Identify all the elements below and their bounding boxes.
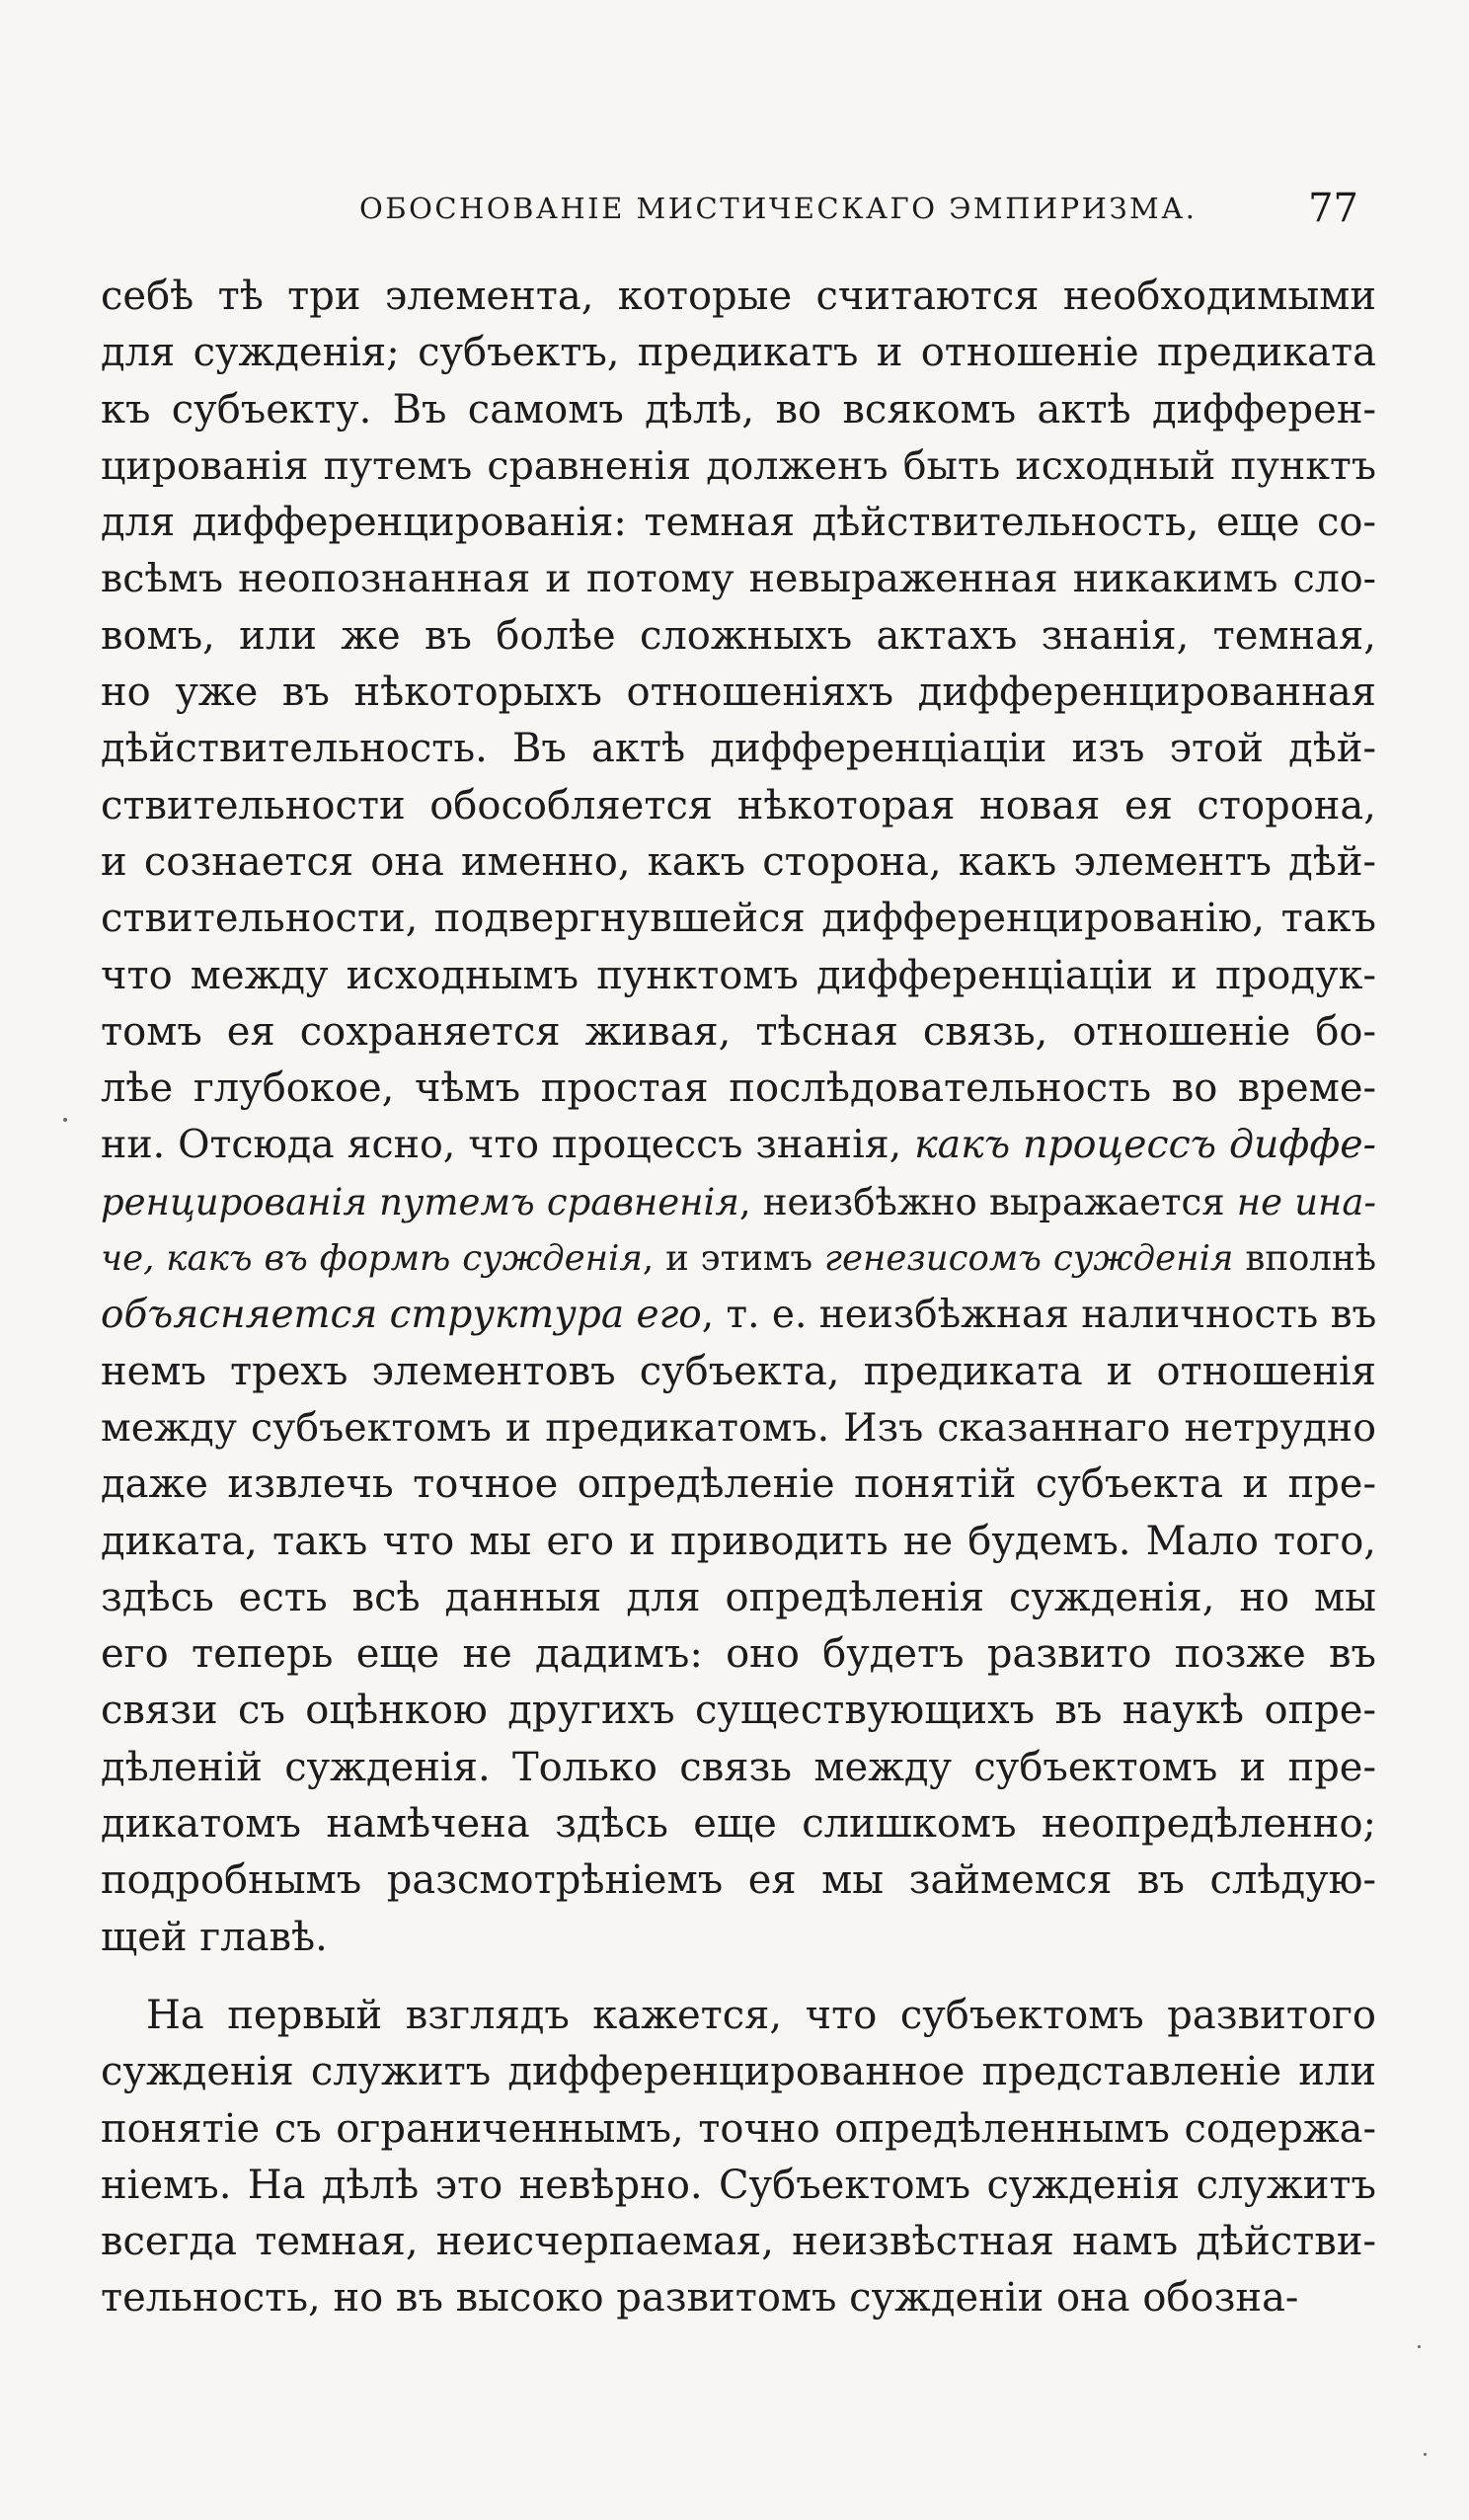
line-text: ніемъ. На дѣлѣ это невѣрно. Субъектомъ сужденія служитъ: [101, 2162, 1376, 2208]
line-text: немъ трехъ элементовъ субъекта, предиката и отношенія: [101, 1348, 1376, 1394]
text-line: [101, 778, 1376, 834]
line-text: ствительности обособляется нѣкоторая новая ея сторона,: [101, 782, 1376, 828]
text-line: [101, 438, 1376, 495]
text-line: [101, 1910, 1376, 1966]
text-line: [101, 1514, 1376, 1570]
line-text: , т. е. неизбѣжная наличность въ: [701, 1293, 1377, 1338]
text-line: [101, 2158, 1376, 2214]
line-text: понятіе съ ограниченнымъ, точно опредѣленнымъ содержа-: [101, 2105, 1376, 2152]
running-title: ОБОСНОВАНІЕ МИСТИЧЕСКАГО ЭМПИРИЗМА.: [359, 192, 1198, 225]
italic-text: ренцированія путемъ сравненія: [101, 1180, 739, 1223]
text-line: [101, 269, 1376, 325]
italic-text: не ина-: [1236, 1180, 1376, 1223]
line-text: всегда темная, неисчерпаемая, неизвѣстная намъ дѣйстви-: [101, 2219, 1376, 2265]
text-line: [101, 551, 1376, 607]
italic-text: какъ процессъ диффе-: [914, 1122, 1376, 1168]
text-line: [101, 2214, 1376, 2270]
line-text: сужденія служитъ дифференцированное представленіе или: [101, 2049, 1376, 2095]
text-line: [101, 948, 1376, 1004]
paragraph: [101, 1988, 1376, 2327]
line-text: для сужденія; субъектъ, предикатъ и отношеніе предиката: [101, 330, 1376, 376]
text-line: [101, 2101, 1376, 2158]
line-text: дѣленій сужденія. Только связь между субъектомъ и пре-: [101, 1744, 1376, 1790]
print-speck: [1418, 2345, 1421, 2348]
text-line: [101, 608, 1376, 665]
line-text: ствительности, подвергнувшейся дифференцированію, такъ: [101, 896, 1376, 942]
print-speck: [63, 1118, 67, 1122]
text-line: [101, 1570, 1376, 1626]
text-line: [101, 1852, 1376, 1909]
line-text: вполнѣ: [1233, 1238, 1377, 1280]
text-line: [101, 2270, 1376, 2326]
text-line: [101, 1740, 1376, 1796]
text-line: [101, 1174, 1376, 1230]
line-text: тельность, но въ высоко развитомъ сужденіи она обозна-: [101, 2275, 1299, 2322]
line-text: вомъ, или же въ болѣе сложныхъ актахъ знанія, темная,: [101, 612, 1376, 659]
line-text: ни. Отсюда ясно, что процессъ знанія,: [101, 1122, 915, 1168]
text-line: [101, 721, 1376, 777]
line-text: къ субъекту. Въ самомъ дѣлѣ, во всякомъ актѣ дифферен-: [101, 386, 1376, 433]
line-text: между субъектомъ и предикатомъ. Изъ сказаннаго нетрудно: [101, 1404, 1376, 1451]
line-text: томъ ея сохраняется живая, тѣсная связь, отношеніе бо-: [101, 1008, 1376, 1055]
text-line: [101, 1626, 1376, 1683]
line-text: щей главѣ.: [101, 1914, 328, 1960]
text-line: [101, 834, 1376, 891]
text-line: [101, 1457, 1376, 1513]
page-number: 77: [1308, 186, 1358, 231]
italic-text: генезисомъ сужденія: [824, 1238, 1234, 1280]
line-text: , и этимъ: [642, 1238, 824, 1280]
line-text: всѣмъ неопознанная и потому невыраженная никакимъ сло-: [101, 556, 1376, 602]
line-text: дикатомъ намѣчена здѣсь еще слишкомъ неопредѣленно;: [101, 1801, 1376, 1848]
line-text: но уже въ нѣкоторыхъ отношеніяхъ дифференцированная: [101, 669, 1376, 716]
paragraph-gap: [101, 1966, 1376, 1988]
text-line: [101, 382, 1376, 438]
text-line: [101, 1230, 1376, 1287]
line-text: дѣйствительность. Въ актѣ дифференціаціи изъ этой дѣй-: [101, 726, 1376, 772]
text-line: [101, 1061, 1376, 1117]
text-line: [101, 1400, 1376, 1457]
text-line: [101, 1683, 1376, 1739]
running-head: [101, 186, 1376, 245]
text-line: [101, 2044, 1376, 2100]
text-line: [101, 665, 1376, 721]
line-text: лѣе глубокое, чѣмъ простая послѣдовательность во време-: [101, 1065, 1376, 1112]
text-line: [101, 1988, 1376, 2044]
text-line: [101, 1287, 1376, 1343]
line-text: себѣ тѣ три элемента, которые считаются необходимыми: [101, 274, 1376, 319]
line-text: и сознается она именно, какъ сторона, какъ элементъ дѣй-: [101, 838, 1376, 885]
line-text: связи съ оцѣнкою другихъ существующихъ въ наукѣ опре-: [101, 1688, 1376, 1734]
paragraph: [101, 269, 1376, 1966]
text-line: [101, 325, 1376, 381]
text-line: [101, 891, 1376, 947]
line-text: , неизбѣжно выражается: [738, 1180, 1237, 1223]
text-line: [101, 1796, 1376, 1852]
line-text: На первый взглядъ кажется, что субъектомъ развитого: [146, 1992, 1376, 2038]
italic-text: че, какъ въ формѣ сужденія: [101, 1238, 643, 1280]
line-text: для дифференцированія: темная дѣйствительность, еще со-: [101, 500, 1376, 546]
body-text: [101, 269, 1376, 2327]
print-speck: [1424, 2453, 1427, 2456]
text-line: [101, 495, 1376, 551]
line-text: даже извлечь точное опредѣленіе понятій субъекта и пре-: [101, 1461, 1376, 1508]
text-line: [101, 1344, 1376, 1400]
line-text: диката, такъ что мы его и приводить не будемъ. Мало того,: [101, 1518, 1376, 1564]
italic-text: объясняется структура его: [101, 1293, 702, 1338]
line-text: цированія путемъ сравненія долженъ быть исходный пунктъ: [101, 442, 1376, 489]
text-line: [101, 1117, 1376, 1173]
line-text: здѣсь есть всѣ данныя для опредѣленія сужденія, но мы: [101, 1574, 1376, 1620]
text-line: [101, 1004, 1376, 1061]
line-text: подробнымъ разсмотрѣніемъ ея мы займемся въ слѣдую-: [101, 1857, 1376, 1904]
line-text: его теперь еще не дадимъ: оно будетъ развито позже въ: [101, 1631, 1376, 1678]
line-text: что между исходнымъ пунктомъ дифференціаціи и продук-: [101, 952, 1376, 998]
